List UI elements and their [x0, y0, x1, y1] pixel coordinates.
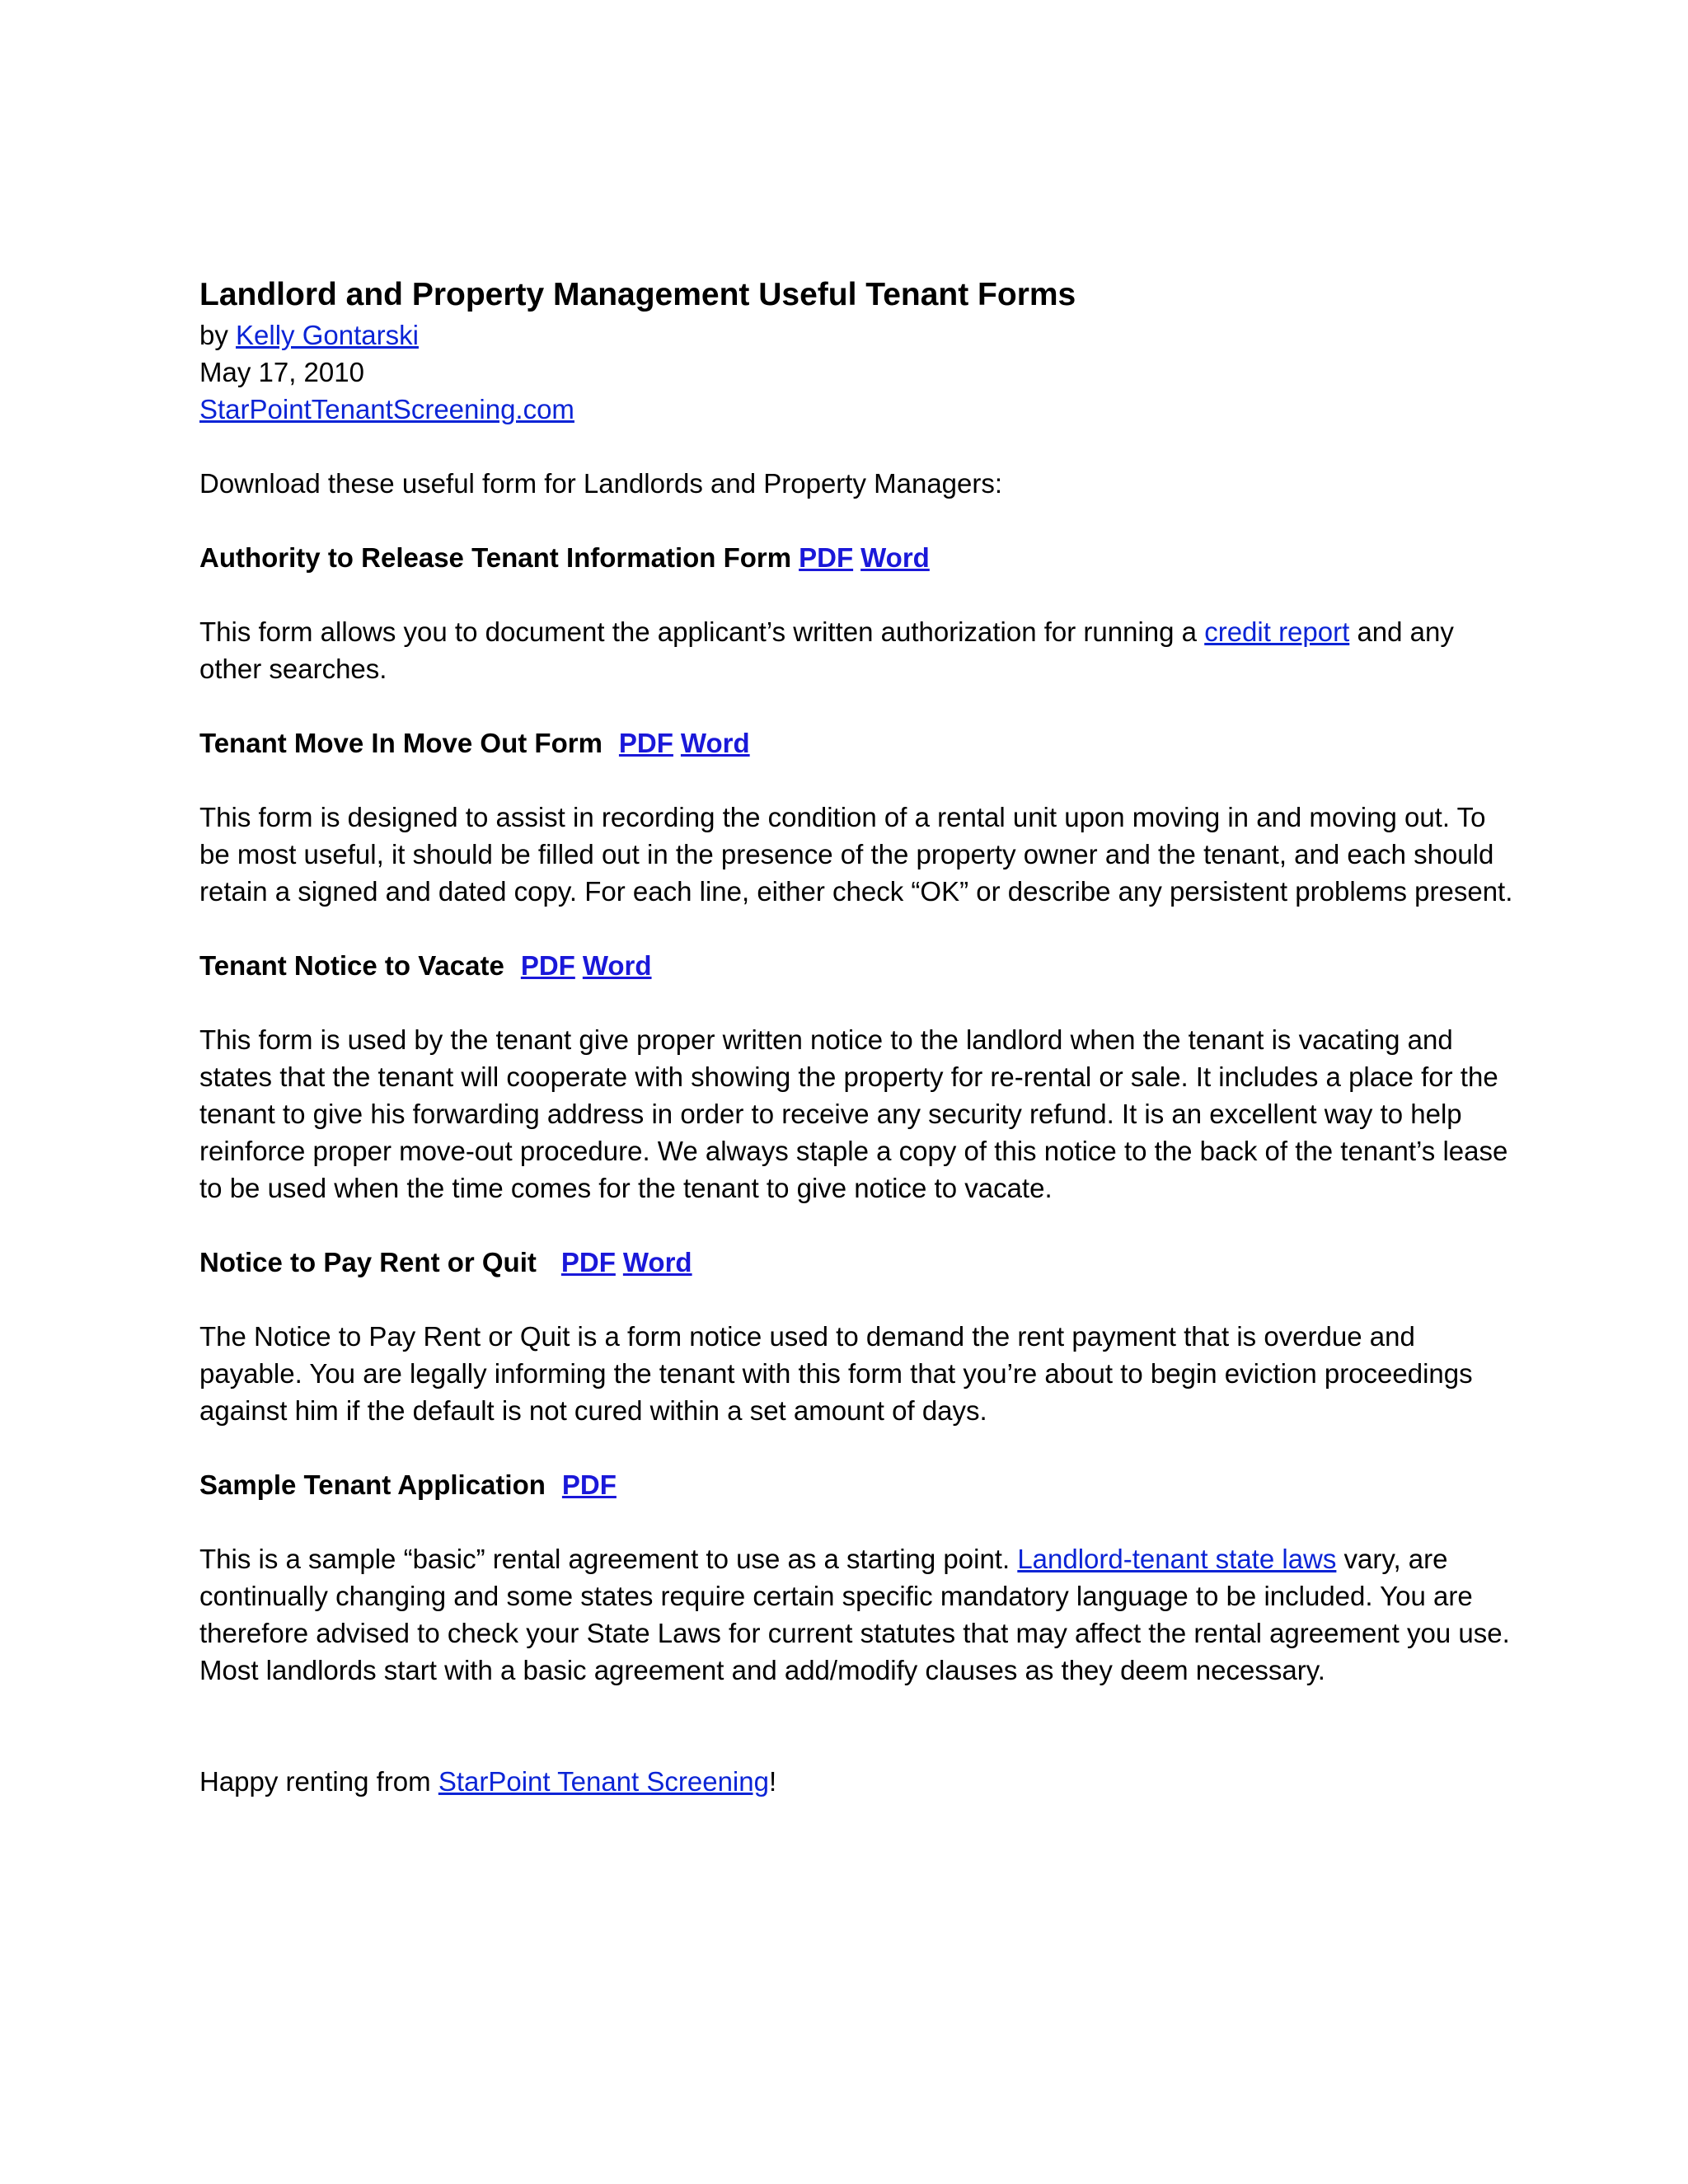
- section-heading-text: Authority to Release Tenant Information Form: [199, 542, 792, 573]
- closing-text: !: [768, 1766, 777, 1797]
- section-heading-authority: [199, 539, 1518, 576]
- intro-text: Download these useful form for Landlords and Property Managers:: [199, 468, 1003, 499]
- credit-report-link[interactable]: credit report: [1204, 616, 1350, 647]
- section-heading-application: [199, 1466, 1518, 1503]
- byline-prefix: by: [199, 320, 237, 350]
- page-title: Landlord and Property Management Useful Tenant Forms: [199, 277, 1076, 312]
- move-in-out-pdf-link[interactable]: PDF: [618, 728, 673, 758]
- byline: [199, 316, 1518, 354]
- section-heading-notice-vacate: [199, 947, 1518, 984]
- section-heading-text: Tenant Notice to Vacate: [199, 950, 504, 981]
- closing-line: [199, 1763, 1518, 1800]
- site-link[interactable]: StarPointTenantScreening.com: [199, 394, 574, 424]
- application-pdf-link[interactable]: PDF: [561, 1469, 617, 1500]
- pay-rent-pdf-link[interactable]: PDF: [560, 1247, 616, 1277]
- section-body-application: [199, 1540, 1518, 1689]
- section-heading-text: Tenant Move In Move Out Form: [199, 728, 603, 758]
- notice-vacate-pdf-link[interactable]: PDF: [520, 950, 575, 981]
- move-in-out-word-link[interactable]: Word: [680, 728, 750, 758]
- body-text: This form allows you to document the applicant’s written authorization for running a: [199, 616, 1205, 647]
- body-text: and any other searches.: [199, 616, 1454, 684]
- author-link[interactable]: Kelly Gontarski: [236, 320, 419, 350]
- section-heading-move-in-out: [199, 724, 1518, 762]
- authority-pdf-link[interactable]: PDF: [799, 542, 854, 573]
- authority-word-link[interactable]: Word: [860, 542, 930, 573]
- section-body-pay-rent: The Notice to Pay Rent or Quit is a form notice used to demand the rent payment that is overdue and payable. You are legally informing the tenant with this form that you’re about to begin eviction proceedings against him if the default is not cured within a set amount of days.: [199, 1321, 1473, 1426]
- closing-text: Happy renting from: [199, 1766, 438, 1797]
- notice-vacate-word-link[interactable]: Word: [582, 950, 652, 981]
- section-heading-text: Sample Tenant Application: [199, 1469, 546, 1500]
- pay-rent-word-link[interactable]: Word: [622, 1247, 692, 1277]
- document-page: [199, 274, 1518, 1800]
- section-body-notice-vacate: This form is used by the tenant give proper written notice to the landlord when the tenant is vacating and states that the tenant will cooperate with showing the property for re-rental or sale. It includes a place for the tenant to give his forwarding address in order to receive any security refund. It is an excellent way to help reinforce proper move-out procedure. We always staple a copy of this notice to the back of the tenant’s lease to be used when the time comes for the tenant to give notice to vacate.: [199, 1024, 1508, 1203]
- site-line: [199, 391, 1518, 428]
- body-text: vary, are continually changing and some states require certain specific mandatory language to be included. You are therefore advised to check your State Laws for current statutes that may affect the rental agreement you use. Most landlords start with a basic agreement and add/modify clauses as they deem necessary.: [199, 1544, 1510, 1685]
- section-heading-pay-rent: [199, 1244, 1518, 1281]
- section-heading-text: Notice to Pay Rent or Quit: [199, 1247, 537, 1277]
- section-body-authority: [199, 613, 1518, 687]
- body-text: This is a sample “basic” rental agreement to use as a starting point.: [199, 1544, 1018, 1574]
- section-body-move-in-out: This form is designed to assist in recording the condition of a rental unit upon moving in and moving out. To be most useful, it should be filled out in the presence of the property owner and the tenant, and each should retain a signed and dated copy. For each line, either check “OK” or describe any persistent problems present.: [199, 802, 1513, 907]
- publish-date: May 17, 2010: [199, 357, 364, 387]
- state-laws-link[interactable]: Landlord-tenant state laws: [1017, 1544, 1337, 1574]
- starpoint-link[interactable]: StarPoint Tenant Screening: [438, 1766, 769, 1797]
